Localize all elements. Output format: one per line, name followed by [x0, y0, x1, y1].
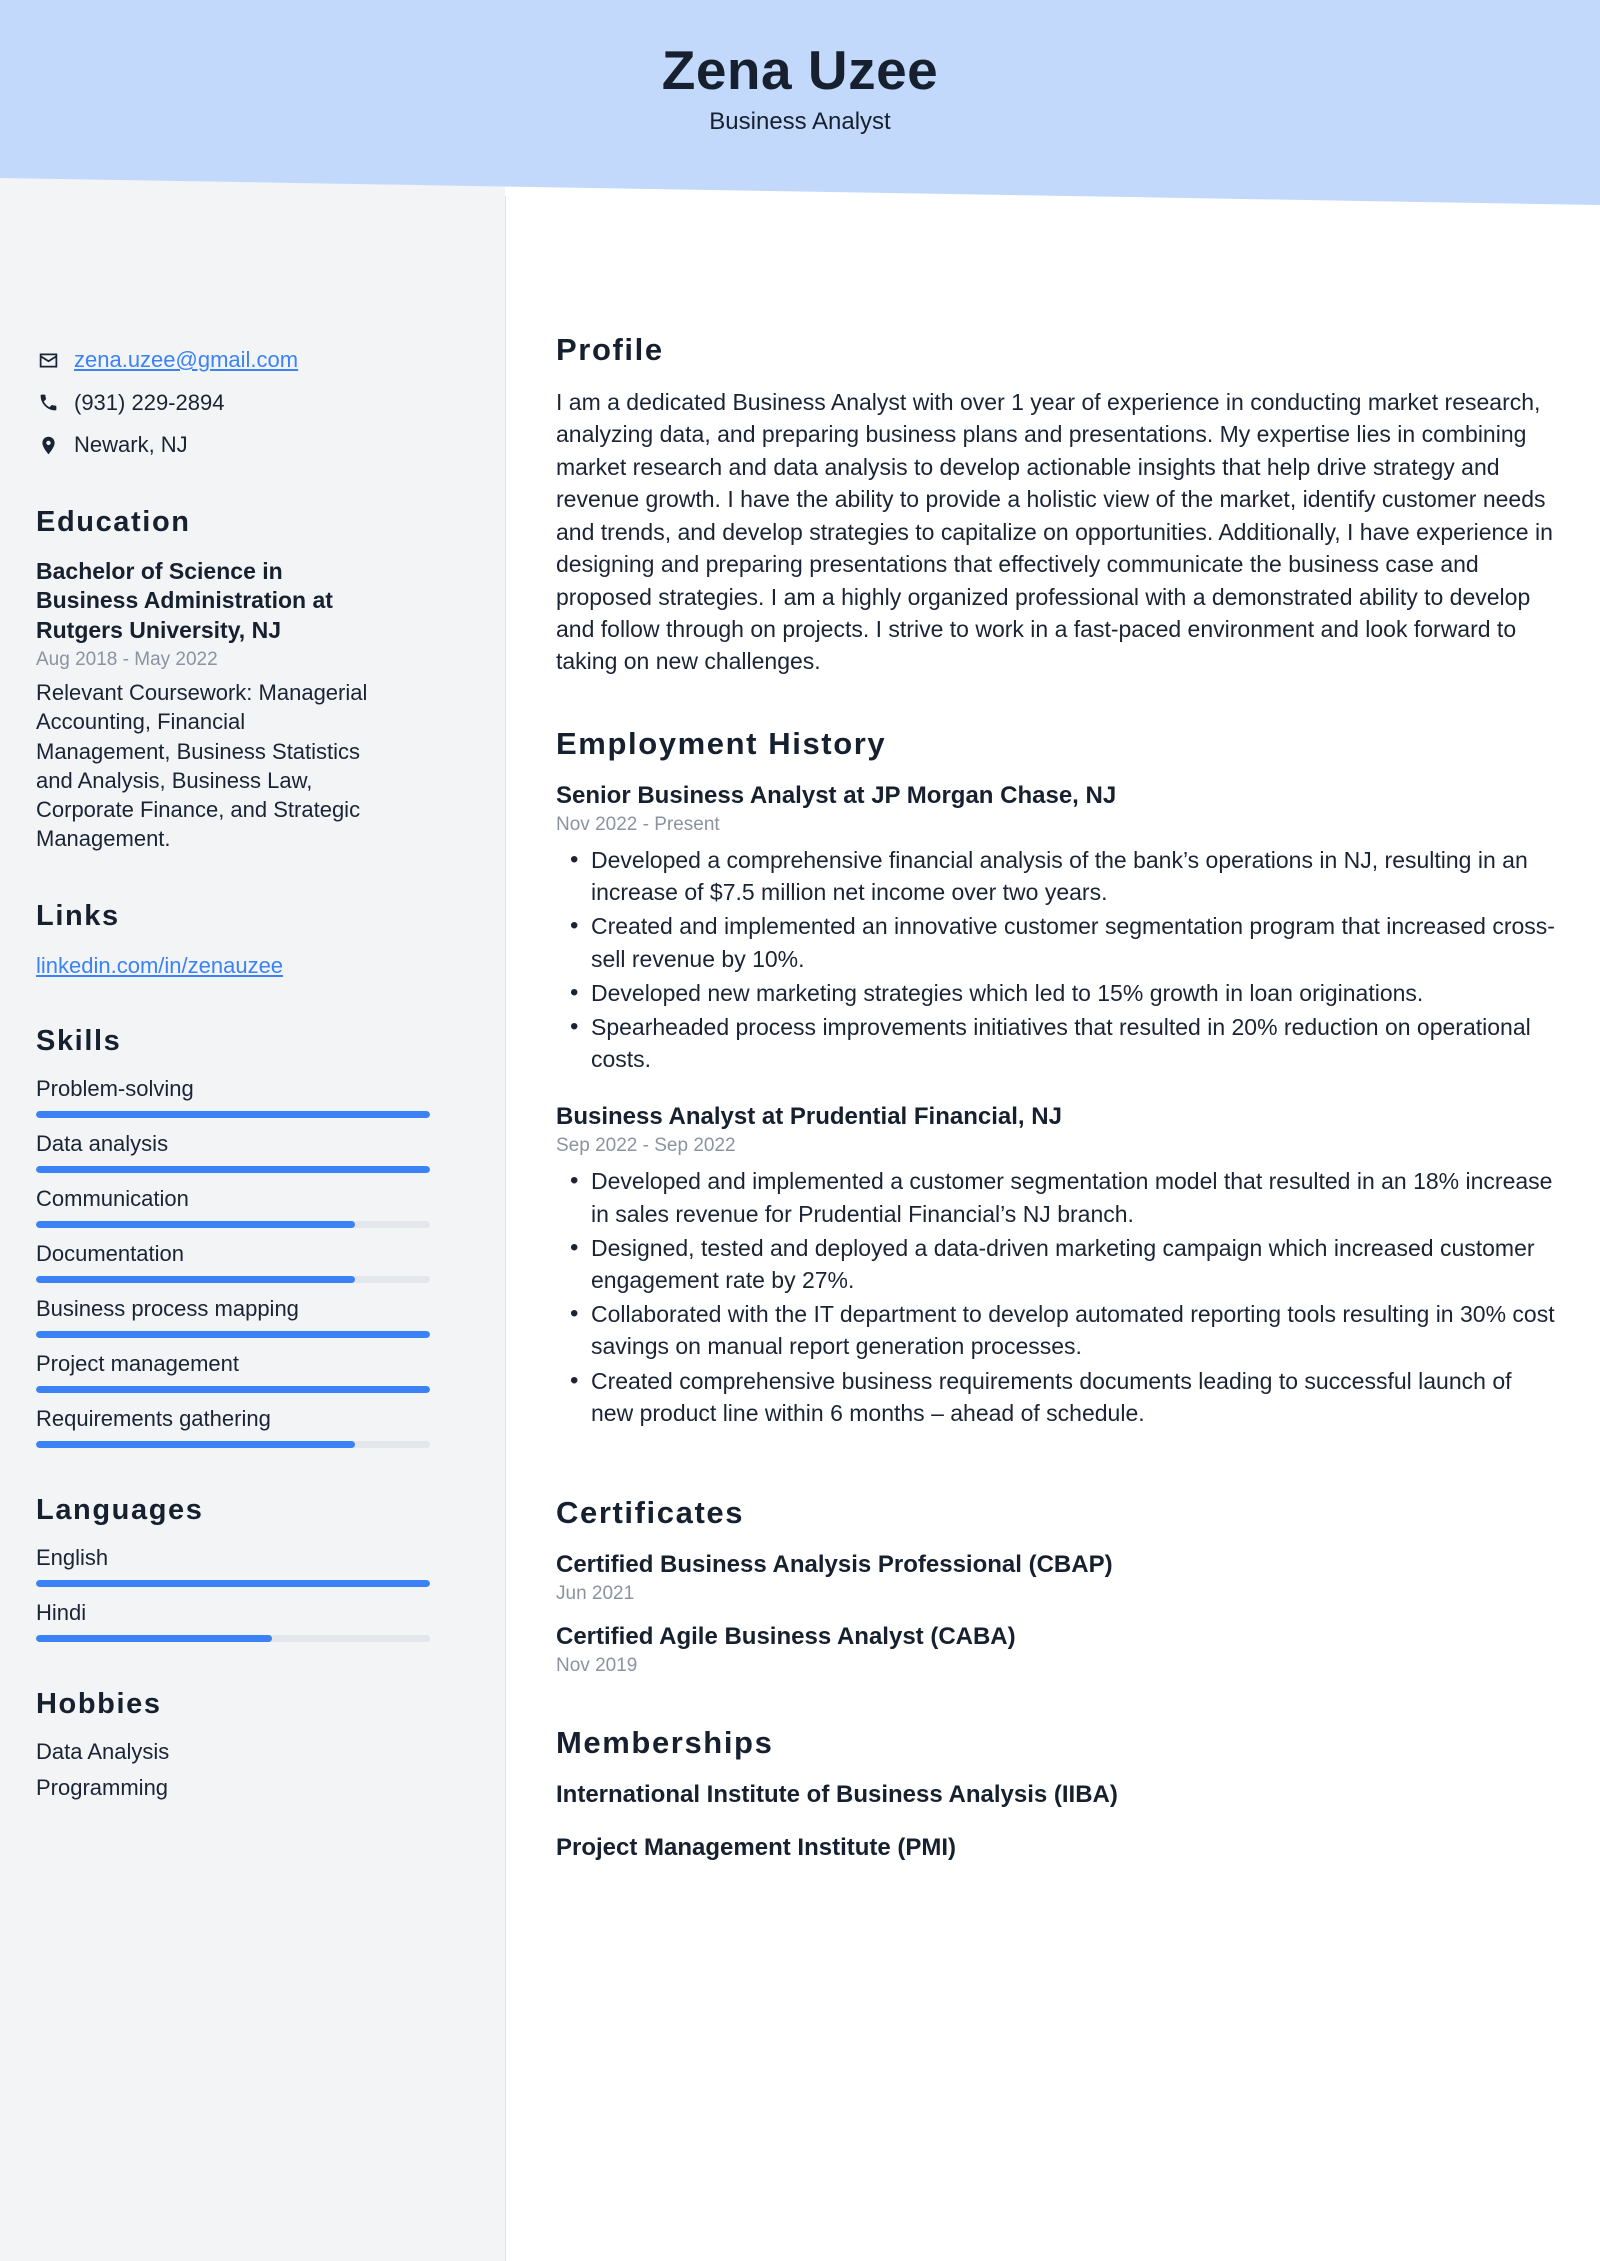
- employment-bullet-list: [556, 1165, 1556, 1429]
- skill-bar-fill: [36, 1441, 355, 1448]
- skill-bar-fill: [36, 1386, 430, 1393]
- phone-value: (931) 229-2894: [74, 389, 225, 415]
- education-degree: Bachelor of Science in Business Administration at Rutgers University, NJ: [36, 557, 333, 643]
- skill-item: [36, 1131, 505, 1173]
- skill-label: Documentation: [36, 1240, 184, 1266]
- skill-bar-track: [36, 1166, 430, 1173]
- links-heading: Links: [36, 899, 120, 932]
- profile-text: I am a dedicated Business Analyst with over 1 year of experience in conducting market research, analyzing data, and preparing business plans and presentations. My expertise lies in combining market research and data analysis to develop actionable insights that help drive strategy and revenue growth. I have the ability to provide a holistic view of the market, identify customer needs and trends, and develop strategies to capitalize on opportunities. Additionally, I have experience in designing and preparing presentations that effectively communicate the business case and proposed strategies. I am a highly organized professional with a demonstrated ability to develop and follow through on projects. I strive to work in a fast-paced environment and look forward to taking on new challenges.: [556, 389, 1553, 675]
- map-pin-icon: [36, 433, 60, 457]
- employment-dates: Nov 2022 - Present: [556, 813, 720, 835]
- membership-item: International Institute of Business Analysis (IIBA): [556, 1781, 1118, 1809]
- hobby-item: Data Analysis: [36, 1738, 170, 1764]
- certificate-entry: [556, 1621, 1556, 1677]
- language-bar-fill: [36, 1580, 430, 1587]
- employment-entry: [556, 1101, 1556, 1429]
- employment-bullet-list: [556, 844, 1556, 1075]
- employment-bullet: • Designed, tested and deployed a data-driven marketing campaign which increased customer engagement rate by 27%.: [556, 1232, 1556, 1296]
- education-coursework: Relevant Coursework: Managerial Accounting, Financial Management, Business Statistics and Analysis, Business Law, Corporate Finance, and Strategic Management.: [36, 680, 368, 852]
- language-bar-track: [36, 1635, 430, 1642]
- languages-heading: Languages: [36, 1493, 204, 1526]
- skill-item: [36, 1406, 505, 1448]
- phone-icon: [36, 391, 60, 415]
- skills-heading: Skills: [36, 1024, 122, 1057]
- skill-bar-track: [36, 1111, 430, 1118]
- skill-bar-fill: [36, 1166, 430, 1173]
- header-text-block: [0, 0, 1600, 136]
- skill-label: Business process mapping: [36, 1295, 299, 1321]
- memberships-list: [556, 1779, 1556, 1862]
- certificate-title: Certified Business Analysis Professional (CBAP): [556, 1550, 1113, 1578]
- employment-bullet: • Developed new marketing strategies which led to 15% growth in loan originations.: [556, 977, 1556, 1009]
- certificates-heading: Certificates: [556, 1494, 745, 1530]
- skill-label: Problem-solving: [36, 1075, 194, 1101]
- certificates-list: [556, 1549, 1556, 1677]
- skill-item: [36, 1296, 505, 1338]
- skills-list: [36, 1076, 505, 1448]
- employment-bullet: • Collaborated with the IT department to develop automated reporting tools resulting in 30% cost savings on manual report generation processes.: [556, 1298, 1556, 1362]
- employment-heading: Employment History: [556, 725, 887, 761]
- skill-item: [36, 1241, 505, 1283]
- certificate-date: Jun 2021: [556, 1583, 635, 1605]
- employment-dates: Sep 2022 - Sep 2022: [556, 1135, 736, 1157]
- skill-bar-fill: [36, 1276, 355, 1283]
- employment-bullet: • Spearheaded process improvements initiatives that resulted in 20% reduction on operational costs.: [556, 1011, 1556, 1075]
- employment-bullet: • Developed and implemented a customer segmentation model that resulted in an 18% increase in sales revenue for Prudential Financial’s NJ branch.: [556, 1165, 1556, 1229]
- skill-bar-track: [36, 1331, 430, 1338]
- employment-title: Senior Business Analyst at JP Morgan Chase, NJ: [556, 781, 1117, 809]
- language-bar-fill: [36, 1635, 272, 1642]
- skill-bar-track: [36, 1221, 430, 1228]
- skill-label: Communication: [36, 1185, 189, 1211]
- hobbies-list: [36, 1739, 505, 1801]
- candidate-job-title: Business Analyst: [709, 107, 891, 135]
- language-item: [36, 1600, 505, 1642]
- hobbies-heading: Hobbies: [36, 1687, 162, 1720]
- skill-label: Requirements gathering: [36, 1405, 271, 1431]
- skill-bar-track: [36, 1276, 430, 1283]
- contact-location-row: [36, 431, 505, 460]
- skill-item: [36, 1186, 505, 1228]
- linkedin-link[interactable]: linkedin.com/in/zenauzee: [36, 952, 284, 978]
- language-label: Hindi: [36, 1599, 87, 1625]
- certificate-date: Nov 2019: [556, 1655, 638, 1677]
- hobby-item: Programming: [36, 1774, 169, 1800]
- contact-email-row[interactable]: [36, 346, 505, 375]
- employment-bullet: • Created and implemented an innovative customer segmentation program that increased cross-sell revenue by 10%.: [556, 910, 1556, 974]
- profile-heading: Profile: [556, 332, 664, 367]
- skill-label: Project management: [36, 1350, 239, 1376]
- employment-entry: [556, 780, 1556, 1076]
- education-dates: Aug 2018 - May 2022: [36, 649, 218, 671]
- skill-bar-fill: [36, 1111, 430, 1118]
- language-item: [36, 1545, 505, 1587]
- skill-item: [36, 1351, 505, 1393]
- language-bar-track: [36, 1580, 430, 1587]
- location-value: Newark, NJ: [74, 432, 188, 458]
- employment-list: [556, 780, 1556, 1455]
- membership-item: Project Management Institute (PMI): [556, 1833, 957, 1861]
- employment-bullet: • Created comprehensive business requirements documents leading to successful launch of new product line within 6 months – ahead of schedule.: [556, 1365, 1556, 1429]
- main-column: [556, 0, 1556, 1884]
- memberships-heading: Memberships: [556, 1725, 774, 1761]
- candidate-name: Zena Uzee: [661, 39, 939, 101]
- skill-bar-track: [36, 1441, 430, 1448]
- envelope-icon: [36, 348, 60, 372]
- languages-list: [36, 1545, 505, 1642]
- skill-label: Data analysis: [36, 1130, 169, 1156]
- certificate-entry: [556, 1549, 1556, 1605]
- language-label: English: [36, 1544, 109, 1570]
- contact-phone-row: [36, 389, 505, 418]
- education-heading: Education: [36, 505, 191, 538]
- employment-bullet: • Developed a comprehensive financial analysis of the bank’s operations in NJ, resulting in an increase of $7.5 million net income over two years.: [556, 844, 1556, 908]
- certificate-title: Certified Agile Business Analyst (CABA): [556, 1623, 1016, 1651]
- skill-bar-fill: [36, 1331, 430, 1338]
- sidebar: [0, 0, 505, 1811]
- employment-title: Business Analyst at Prudential Financial, NJ: [556, 1103, 1062, 1131]
- email-link[interactable]: zena.uzee@gmail.com: [74, 347, 299, 372]
- skill-bar-fill: [36, 1221, 355, 1228]
- skill-item: [36, 1076, 505, 1118]
- skill-bar-track: [36, 1386, 430, 1393]
- column-divider: [505, 196, 506, 2261]
